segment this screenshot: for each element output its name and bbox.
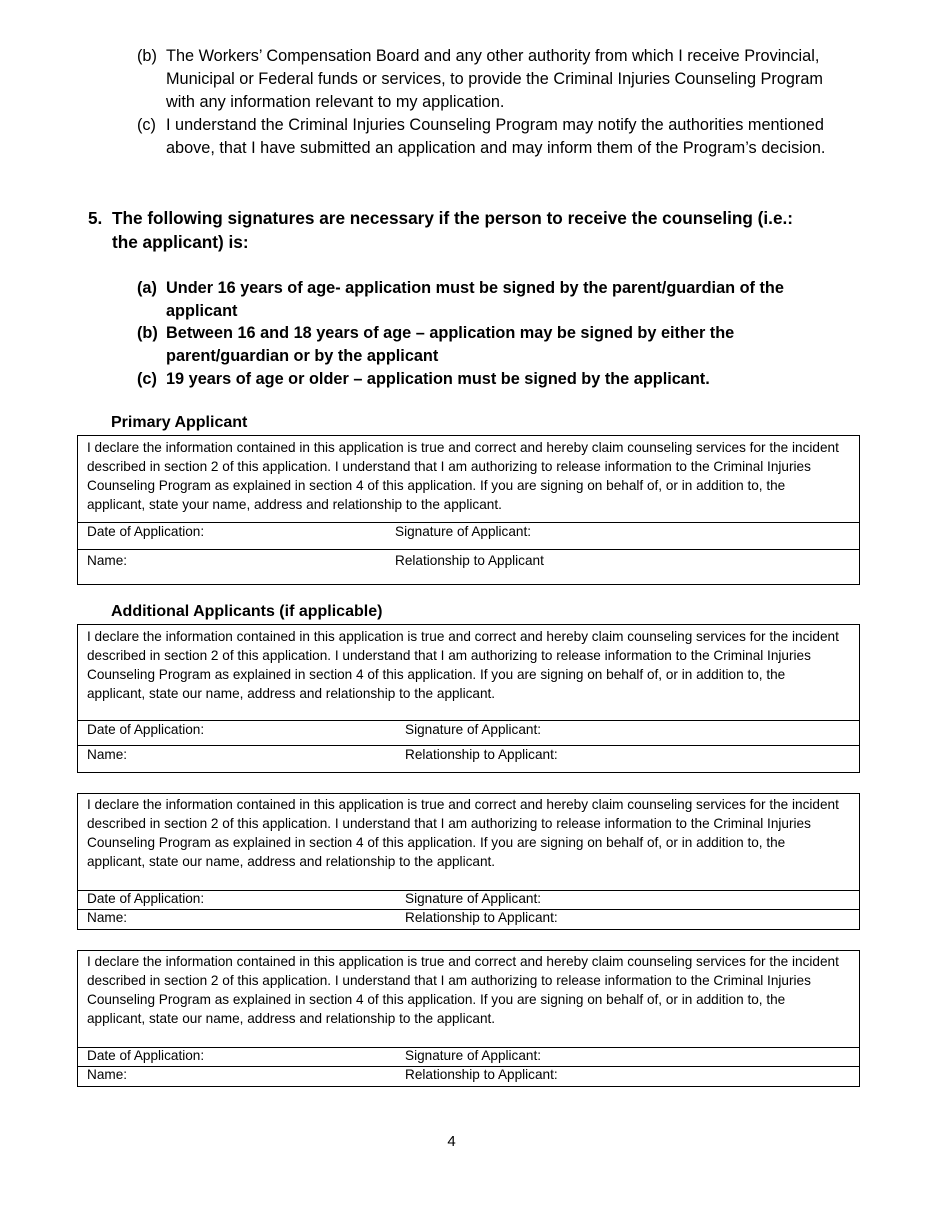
list-item-text: I understand the Criminal Injuries Counseling Program may notify the authorities mentioned above, that I have submitted an application and may inform them of the Program’s decision.: [166, 116, 826, 157]
section-item-label: (b): [137, 324, 158, 342]
additional-applicant-box-3: [77, 950, 860, 1087]
date-of-application-label: Date of Application:: [87, 1048, 205, 1063]
additional-applicant-box-2: [77, 793, 860, 930]
list-item-label: (b): [137, 47, 157, 65]
list-item-text: The Workers’ Compensation Board and any other authority from which I receive Provincial, Municipal or Federal funds or services, to provide the Criminal Injuries Counseling Program with any information relevant to my application.: [166, 47, 823, 111]
additional-applicants-heading: Additional Applicants (if applicable): [111, 603, 383, 620]
declaration-text: I declare the information contained in this application is true and correct and hereby claim counseling services for the incident described in section 2 of this application. I understand that I am authorizing to release information to the Criminal Injuries Counseling Program as explained in section 4 of this application. If you are signing on behalf of, or in addition to, the applicant, state your name, address and relationship to the applicant.: [87, 440, 839, 512]
section-title: The following signatures are necessary if the person to receive the counseling (i.e.: the applicant) is:: [112, 208, 793, 252]
declaration-text: I declare the information contained in this application is true and correct and hereby claim counseling services for the incident described in section 2 of this application. I understand that I am authorizing to release information to the Criminal Injuries Counseling Program as explained in section 4 of this application. If you are signing on behalf of, or in addition to, the applicant, state our name, address and relationship to the applicant.: [87, 797, 839, 869]
list-item-label: (c): [137, 116, 156, 134]
section-item-text: 19 years of age or older – application must be signed by the applicant.: [166, 370, 710, 388]
section-item-label: (c): [137, 370, 157, 388]
name-label: Name:: [87, 910, 128, 925]
date-of-application-label: Date of Application:: [87, 722, 205, 737]
relationship-to-applicant-label: Relationship to Applicant:: [405, 1067, 558, 1082]
primary-applicant-heading: Primary Applicant: [111, 414, 248, 431]
page-number: 4: [447, 1133, 456, 1150]
section-item-text: Under 16 years of age- application must be signed by the parent/guardian of the applicant: [166, 279, 784, 320]
row-divider: [78, 549, 859, 550]
date-of-application-label: Date of Application:: [87, 891, 205, 906]
signature-of-applicant-label: Signature of Applicant:: [405, 891, 542, 906]
name-label: Name:: [87, 1067, 128, 1082]
date-of-application-label: Date of Application:: [87, 524, 205, 539]
section-item-label: (a): [137, 279, 157, 297]
name-label: Name:: [87, 553, 128, 568]
signature-of-applicant-label: Signature of Applicant:: [405, 722, 542, 737]
section-number: 5.: [88, 208, 103, 228]
primary-applicant-box: [77, 435, 860, 585]
additional-applicant-box-1: [77, 624, 860, 773]
declaration-text: I declare the information contained in this application is true and correct and hereby claim counseling services for the incident described in section 2 of this application. I understand that I am authorizing to release information to the Criminal Injuries Counseling Program as explained in section 4 of this application. If you are signing on behalf of, or in addition to, the applicant, state our name, address and relationship to the applicant.: [87, 954, 839, 1026]
signature-of-applicant-label: Signature of Applicant:: [405, 1048, 542, 1063]
declaration-text: I declare the information contained in this application is true and correct and hereby claim counseling services for the incident described in section 2 of this application. I understand that I am authorizing to release information to the Criminal Injuries Counseling Program as explained in section 4 of this application. If you are signing on behalf of, or in addition to, the applicant, state our name, address and relationship to the applicant.: [87, 629, 839, 701]
relationship-to-applicant-label: Relationship to Applicant:: [405, 910, 558, 925]
relationship-to-applicant-label: Relationship to Applicant:: [405, 747, 558, 762]
relationship-to-applicant-label: Relationship to Applicant: [395, 553, 544, 568]
signature-of-applicant-label: Signature of Applicant:: [395, 524, 532, 539]
name-label: Name:: [87, 747, 128, 762]
section-item-text: Between 16 and 18 years of age – application may be signed by either the parent/guardian or by the applicant: [166, 324, 735, 365]
